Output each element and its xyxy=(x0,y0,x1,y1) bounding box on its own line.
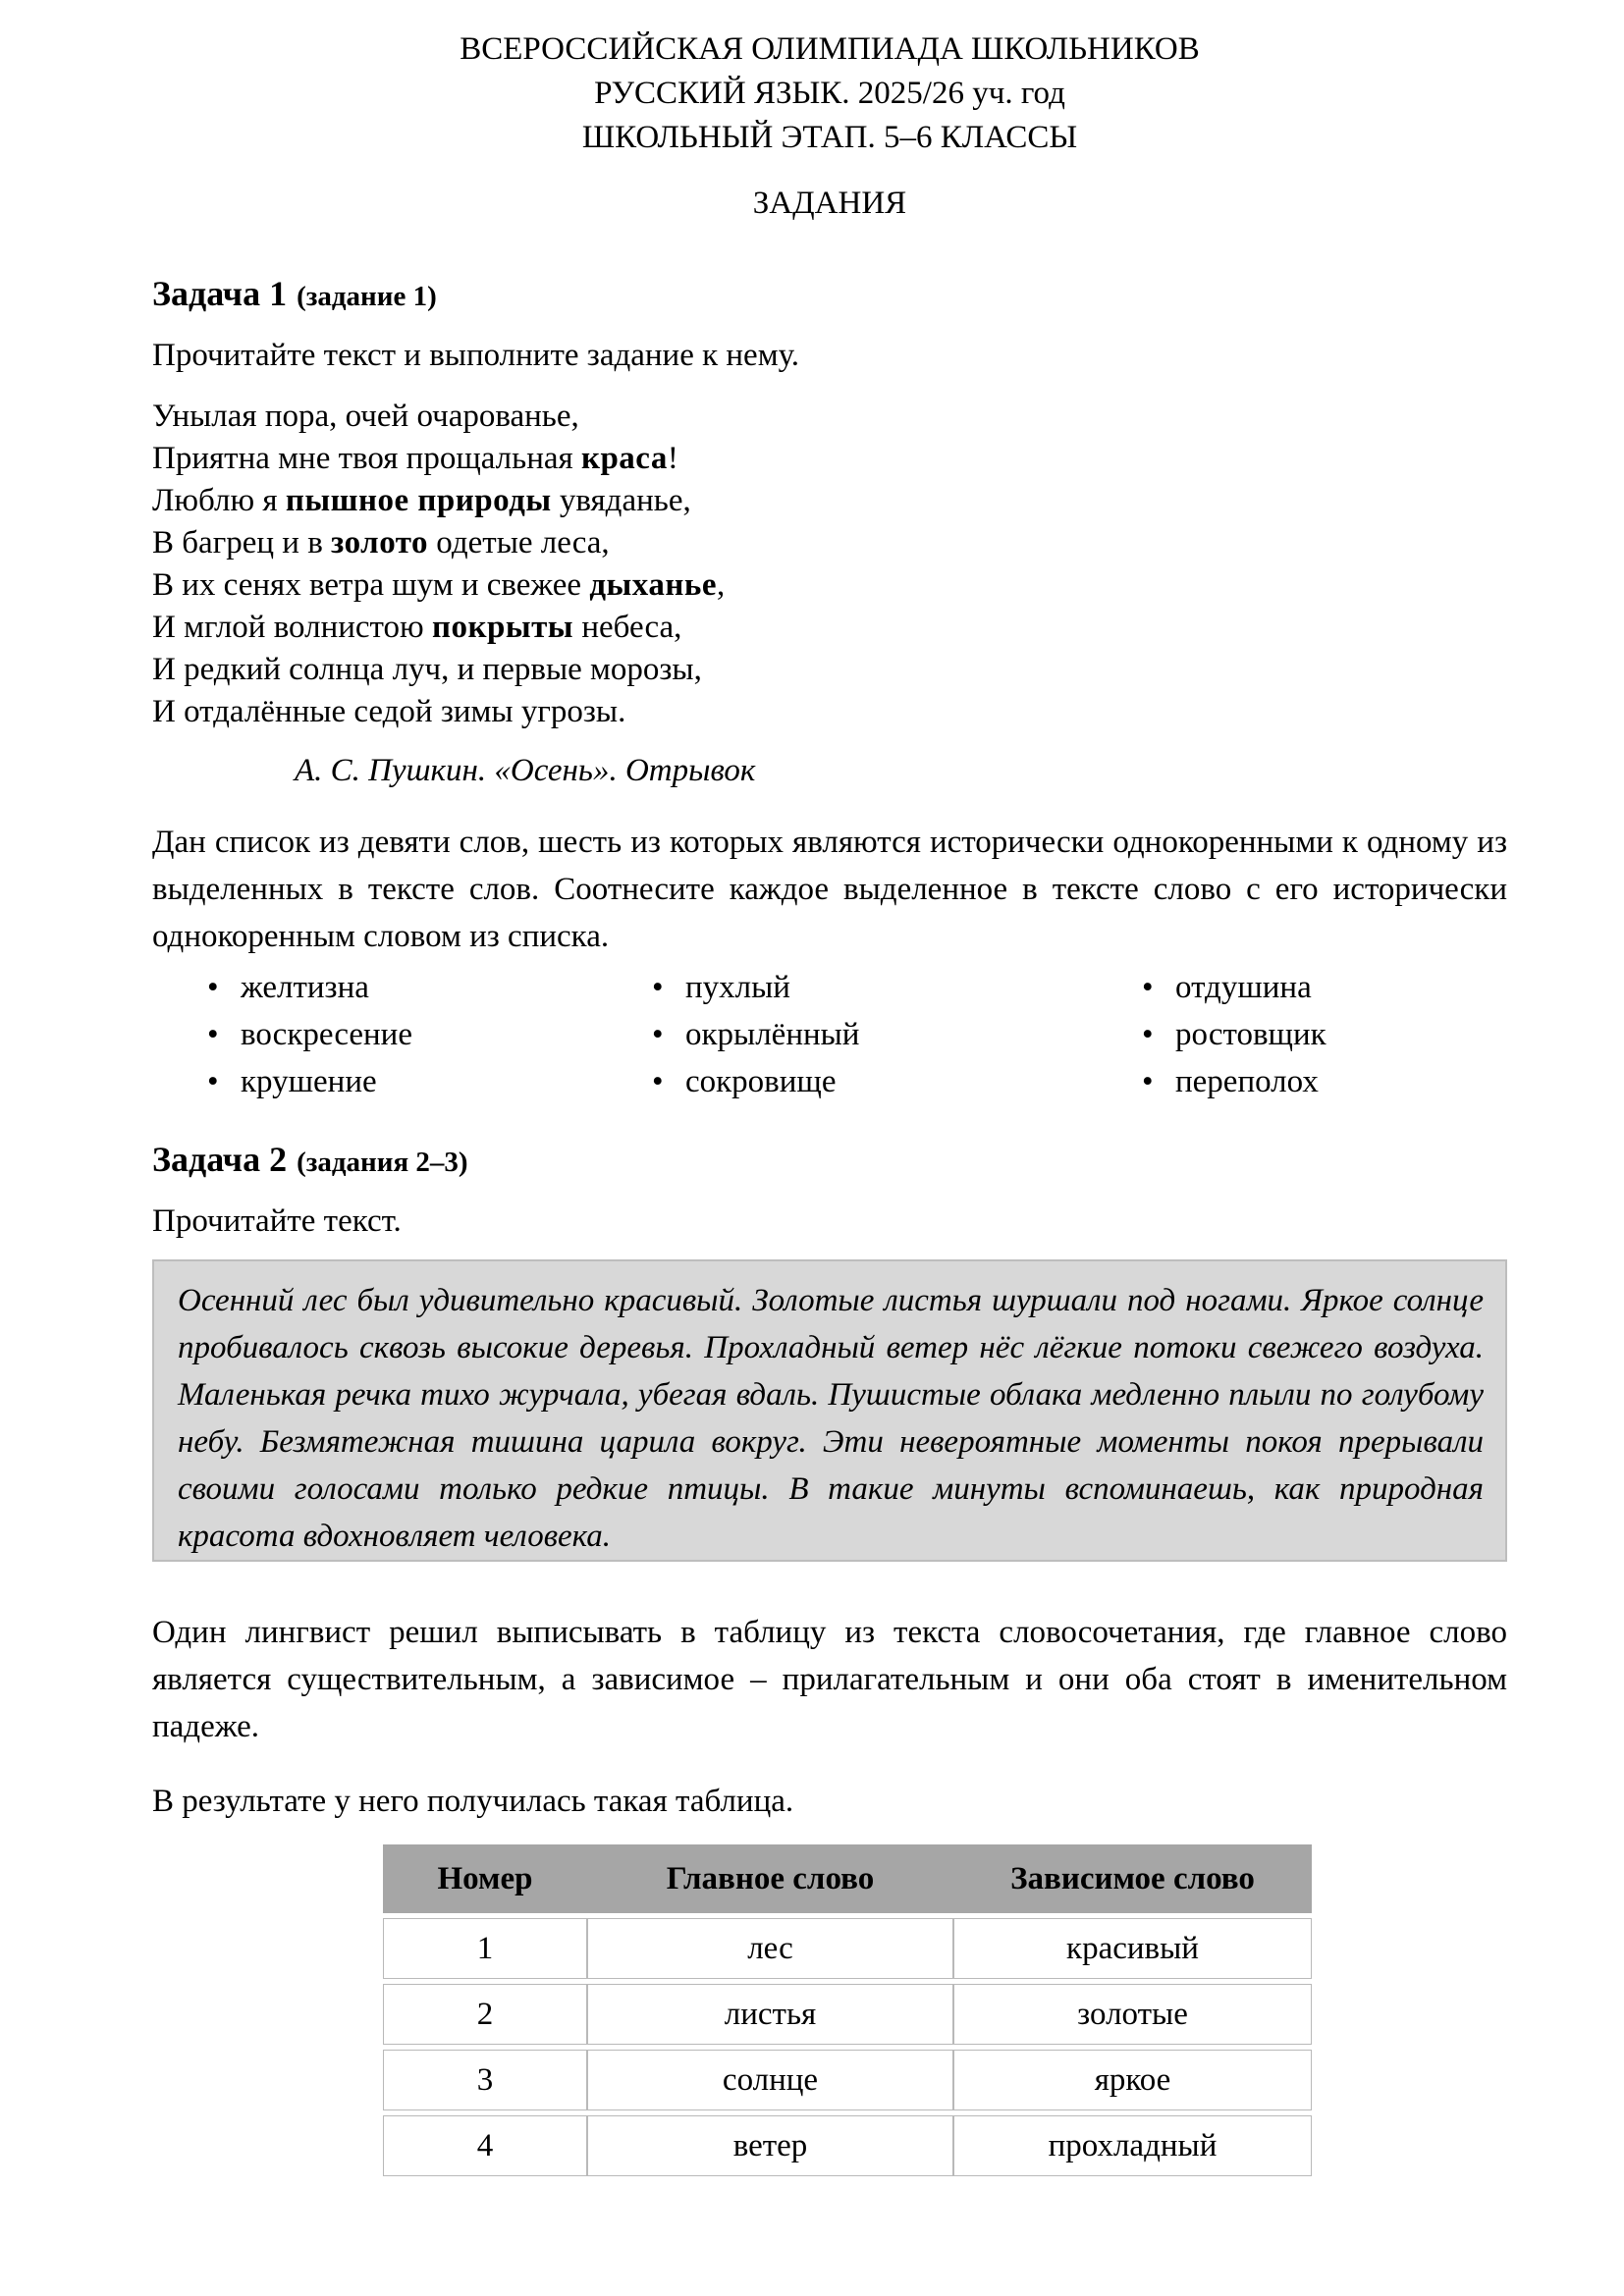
task1-intro: Прочитайте текст и выполните задание к нему. xyxy=(152,338,800,373)
poem-line: Унылая пора, очей очарованье, xyxy=(152,399,579,434)
task2-title: Задача 2 xyxy=(152,1140,288,1179)
poem-line: И отдалённые седой зимы угрозы. xyxy=(152,694,626,729)
table-cell: 2 xyxy=(383,1984,587,2045)
word-label: переполох xyxy=(1175,1064,1319,1099)
poem-line: Люблю я пышное природы увяданье, xyxy=(152,483,691,518)
bullet-icon: • xyxy=(652,970,664,1005)
word-list-item xyxy=(652,1058,1142,1105)
poem-attribution: А. С. Пушкин. «Осень». Отрывок xyxy=(295,753,756,788)
word-list-item xyxy=(1142,964,1507,1011)
task2-intro: Прочитайте текст. xyxy=(152,1203,402,1239)
task2-paragraph-result: В результате у него получилась такая таблица. xyxy=(152,1784,794,1819)
task1-heading xyxy=(152,273,1507,314)
document-header xyxy=(152,27,1507,160)
word-list-item xyxy=(652,964,1142,1011)
word-list-item xyxy=(207,1058,652,1105)
bullet-icon: • xyxy=(1142,1017,1154,1052)
task1-title: Задача 1 xyxy=(152,274,288,313)
table-cell: красивый xyxy=(953,1918,1312,1979)
table-cell: ветер xyxy=(587,2115,953,2176)
poem-block xyxy=(152,396,1507,733)
word-list-item xyxy=(652,1011,1142,1058)
table-header-dependent-word: Зависимое слово xyxy=(953,1844,1312,1913)
bullet-icon: • xyxy=(652,1017,664,1052)
word-label: отдушина xyxy=(1175,970,1312,1005)
word-label: желтизна xyxy=(241,970,369,1005)
word-label: воскресение xyxy=(241,1017,412,1052)
task2-text-box: Осенний лес был удивительно красивый. Золотые листья шуршали под ногами. Яркое солнце пробивалось сквозь высокие деревья. Прохладный ветер нёс лёгкие потоки свежего воздуха. Маленькая речка тихо журчала, убегая вдаль. Пушистые облака медленно плыли по голубому небу. Безмятежная тишина царила вокруг. Эти невероятные моменты покоя прерывали своими голосами только редкие птицы. В такие минуты вспоминаешь, как природная красота вдохновляет человека. xyxy=(152,1259,1507,1562)
table-cell: солнце xyxy=(587,2050,953,2110)
word-label: крушение xyxy=(241,1064,377,1099)
document-subtitle: ЗАДАНИЯ xyxy=(752,186,907,221)
bullet-icon: • xyxy=(1142,1064,1154,1099)
table-header-main-word: Главное слово xyxy=(587,1844,953,1913)
bullet-icon: • xyxy=(1142,970,1154,1005)
word-label: окрылённый xyxy=(685,1017,860,1052)
word-list xyxy=(152,964,1507,1105)
bullet-icon: • xyxy=(207,970,219,1005)
word-label: сокровище xyxy=(685,1064,837,1099)
word-list-item xyxy=(207,964,652,1011)
task1-description: Дан список из девяти слов, шесть из которых являются исторически однокоренными к одному из выделенных в тексте слов. Соотнесите каждое выделенное в тексте слово с его исторически однокоренным словом из списка. xyxy=(152,825,1507,954)
table-cell: 4 xyxy=(383,2115,587,2176)
word-label: пухлый xyxy=(685,970,790,1005)
poem-line: И редкий солнца луч, и первые морозы, xyxy=(152,652,702,687)
table-cell: прохладный xyxy=(953,2115,1312,2176)
task2-paragraph-linguist: Один лингвист решил выписывать в таблицу из текста словосочетания, где главное слово является существительным, а зависимое – прилагательным и они оба стоят в именительном падеже. xyxy=(152,1615,1507,1744)
table-cell: золотые xyxy=(953,1984,1312,2045)
bullet-icon: • xyxy=(207,1017,219,1052)
poem-line: Приятна мне твоя прощальная краса! xyxy=(152,441,678,476)
table-cell: 1 xyxy=(383,1918,587,1979)
task2-heading xyxy=(152,1139,1507,1180)
word-list-item xyxy=(207,1011,652,1058)
bullet-icon: • xyxy=(207,1064,219,1099)
word-list-column-3 xyxy=(1142,964,1507,1105)
header-line-stage: ШКОЛЬНЫЙ ЭТАП. 5–6 КЛАССЫ xyxy=(581,120,1078,155)
word-list-item xyxy=(1142,1011,1507,1058)
header-line-olympiad: ВСЕРОССИЙСКАЯ ОЛИМПИАДА ШКОЛЬНИКОВ xyxy=(460,31,1200,67)
task1-title-note: (задание 1) xyxy=(297,281,437,312)
word-pairs-table xyxy=(383,1844,1312,2176)
poem-line: В их сенях ветра шум и свежее дыханье, xyxy=(152,567,726,603)
table-cell: листья xyxy=(587,1984,953,2045)
table-header-number: Номер xyxy=(383,1844,587,1913)
header-line-subject: РУССКИЙ ЯЗЫК. 2025/26 уч. год xyxy=(594,76,1065,111)
word-list-column-2 xyxy=(652,964,1142,1105)
table-cell: яркое xyxy=(953,2050,1312,2110)
table-cell: 3 xyxy=(383,2050,587,2110)
poem-line: И мглой волнистою покрыты небеса, xyxy=(152,610,682,645)
task2-title-note: (задания 2–3) xyxy=(297,1147,468,1178)
poem-line: В багрец и в золото одетые леса, xyxy=(152,525,610,561)
word-list-column-1 xyxy=(207,964,652,1105)
word-list-item xyxy=(1142,1058,1507,1105)
table-cell: лес xyxy=(587,1918,953,1979)
word-label: ростовщик xyxy=(1175,1017,1326,1052)
bullet-icon: • xyxy=(652,1064,664,1099)
